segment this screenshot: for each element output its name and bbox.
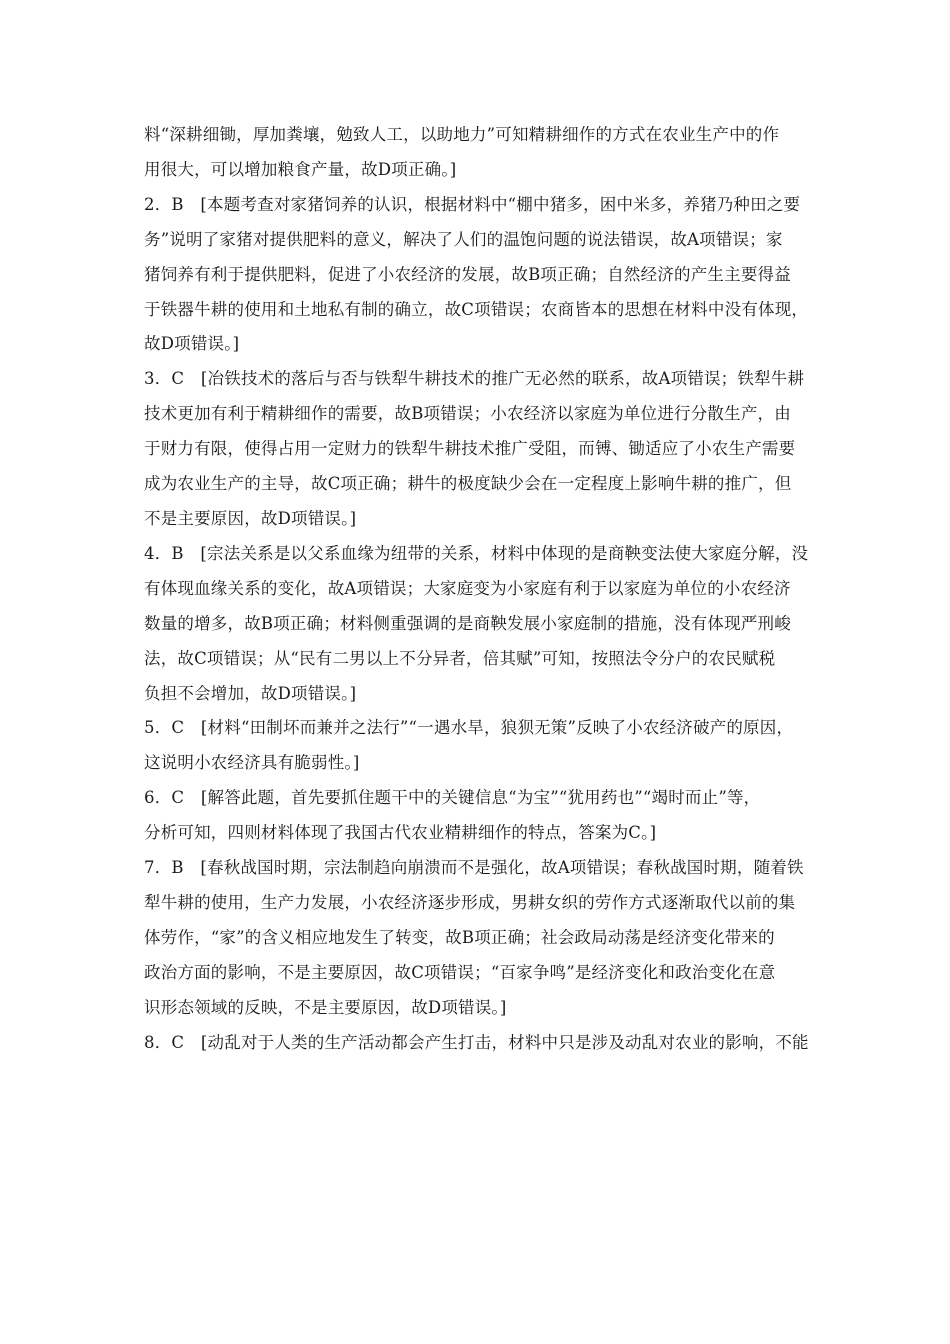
text-line: 猪饲养有利于提供肥料，促进了小农经济的发展，故B项正确；自然经济的产生主要得益 <box>144 264 791 284</box>
text-line: 用很大，可以增加粮食产量，故D项正确。] <box>144 159 457 179</box>
text-line: 于铁器牛耕的使用和土地私有制的确立，故C项错误；农商皆本的思想在材料中没有体现， <box>144 299 809 319</box>
text-line: 犁牛耕的使用，生产力发展，小农经济逐步形成，男耕女织的劳作方式逐渐取代以前的集 <box>144 892 796 912</box>
text-line: 这说明小农经济具有脆弱性。] <box>144 753 360 773</box>
text-line: 7．B [春秋战国时期，宗法制趋向崩溃而不是强化，故A项错误；春秋战国时期，随着铁 <box>144 858 804 878</box>
text-line: 4．B [宗法关系是以父系血缘为纽带的关系，材料中体现的是商鞅变法使大家庭分解，没 <box>144 543 809 563</box>
text-line: 有体现血缘关系的变化，故A项错误；大家庭变为小家庭有利于以家庭为单位的小农经济 <box>144 578 791 598</box>
text-line: 故D项错误。] <box>144 334 240 354</box>
text-line: 5．C [材料“田制坏而兼并之法行”“一遇水旱，狼狈无策”反映了小农经济破产的原因， <box>144 718 794 738</box>
text-line: 8．C [动乱对于人类的生产活动都会产生打击，材料中只是涉及动乱对农业的影响，不能 <box>144 1032 809 1052</box>
text-line: 政治方面的影响，不是主要原因，故C项错误；“百家争鸣”是经济变化和政治变化在意 <box>144 962 776 982</box>
text-line: 务”说明了家猪对提供肥料的意义，解决了人们的温饱问题的说法错误，故A项错误；家 <box>144 229 783 249</box>
text-line: 不是主要原因，故D项错误。] <box>144 508 357 528</box>
text-line: 法，故C项错误；从“民有二男以上不分异者，倍其赋”可知，按照法令分户的农民赋税 <box>144 648 776 668</box>
text-line: 负担不会增加，故D项错误。] <box>144 683 357 703</box>
text-line: 3．C [冶铁技术的落后与否与铁犁牛耕技术的推广无必然的联系，故A项错误；铁犁牛耕 <box>144 369 805 389</box>
text-line: 6．C [解答此题，首先要抓住题干中的关键信息“为宝”“犹用药也”“竭时而止”等， <box>144 788 761 808</box>
text-line: 分析可知，四则材料体现了我国古代农业精耕细作的特点，答案为C。] <box>144 823 657 843</box>
text-line: 数量的增多，故B项正确；材料侧重强调的是商鞅发展小家庭制的措施，没有体现严刑峻 <box>144 613 791 633</box>
text-line: 2．B [本题考查对家猪饲养的认识，根据材料中“棚中猪多，困中米多，养猪乃种田之要 <box>144 194 801 214</box>
text-line: 技术更加有利于精耕细作的需要，故B项错误；小农经济以家庭为单位进行分散生产，由 <box>144 404 791 424</box>
text-line: 料“深耕细锄，厚加粪壤，勉致人工，以助地力”可知精耕细作的方式在农业生产中的作 <box>144 125 780 144</box>
text-line: 于财力有限，使得占用一定财力的铁犁牛耕技术推广受阻，而镈、锄适应了小农生产需要 <box>144 439 796 459</box>
text-line: 成为农业生产的主导，故C项正确；耕牛的极度缺少会在一定程度上影响牛耕的推广，但 <box>144 474 792 494</box>
text-line: 体劳作，“家”的含义相应地发生了转变，故B项正确；社会政局动荡是经济变化带来的 <box>144 927 775 947</box>
text-line: 识形态领域的反映，不是主要原因，故D项错误。] <box>144 997 507 1017</box>
